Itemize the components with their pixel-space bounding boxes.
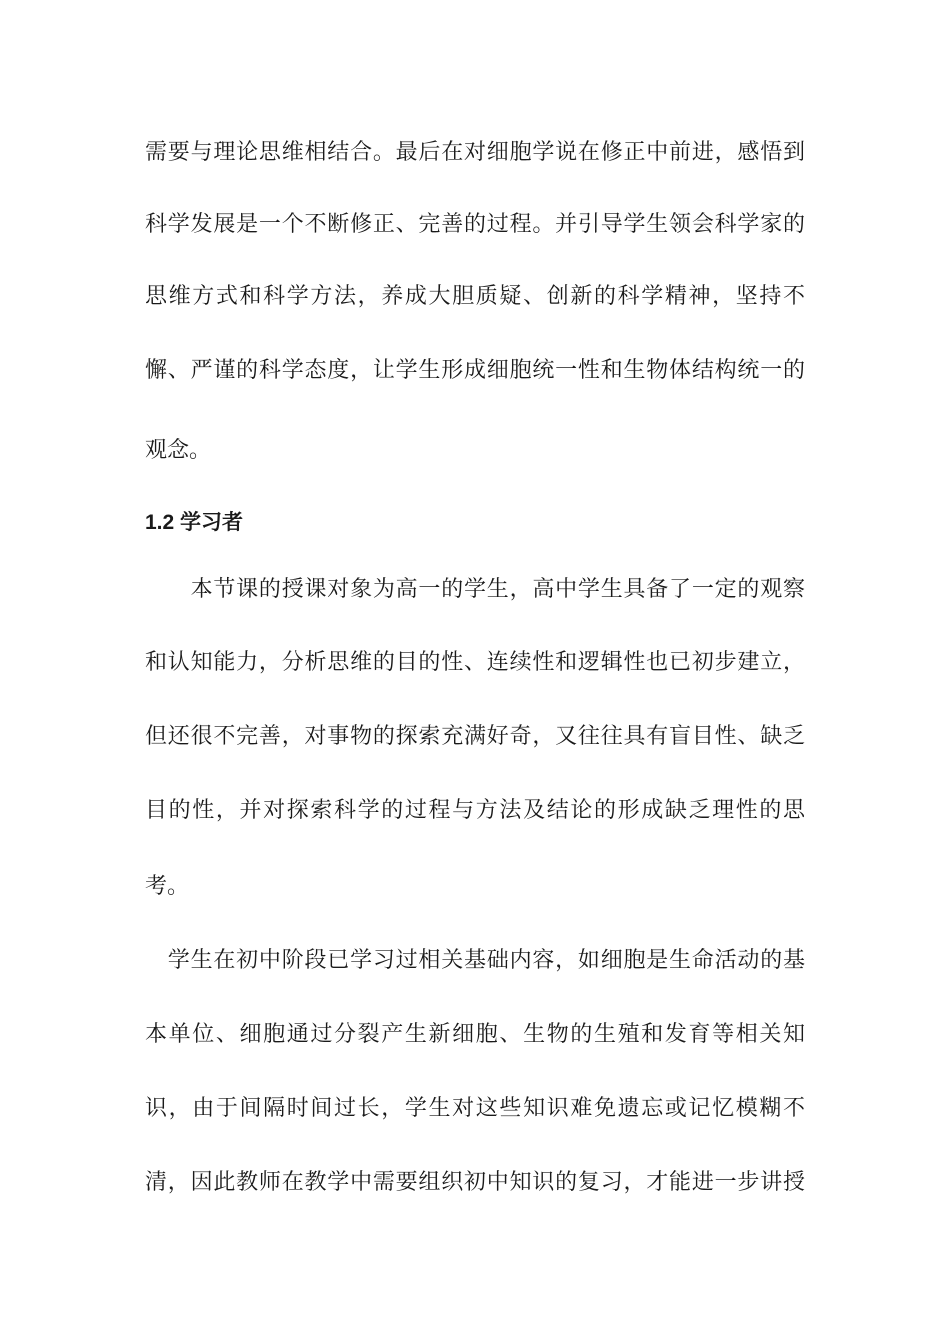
paragraph-line: 本节课的授课对象为高一的学生，高中学生具备了一定的观察 xyxy=(145,577,805,602)
paragraph-line: 思维方式和科学方法，养成大胆质疑、创新的科学精神，坚持不 xyxy=(145,284,805,309)
paragraph-line: 科学发展是一个不断修正、完善的过程。并引导学生领会科学家的 xyxy=(145,212,805,237)
paragraph-line: 识，由于间隔时间过长，学生对这些知识难免遗忘或记忆模糊不 xyxy=(145,1096,805,1121)
paragraph-line: 和认知能力，分析思维的目的性、连续性和逻辑性也已初步建立， xyxy=(145,650,805,675)
paragraph-line: 但还很不完善，对事物的探索充满好奇，又往往具有盲目性、缺乏 xyxy=(145,724,805,749)
paragraph-line: 观念。 xyxy=(145,438,212,463)
paragraph-line: 学生在初中阶段已学习过相关基础内容，如细胞是生命活动的基 xyxy=(145,948,805,973)
paragraph-line: 目的性，并对探索科学的过程与方法及结论的形成缺乏理性的思 xyxy=(145,798,805,823)
paragraph-line: 本单位、细胞通过分裂产生新细胞、生物的生殖和发育等相关知 xyxy=(145,1022,805,1047)
paragraph-line: 需要与理论思维相结合。最后在对细胞学说在修正中前进，感悟到 xyxy=(145,140,805,165)
paragraph-line: 清，因此教师在教学中需要组织初中知识的复习，才能进一步讲授 xyxy=(145,1170,805,1195)
paragraph-line: 考。 xyxy=(145,874,190,899)
section-heading: 1.2 学习者 xyxy=(145,511,244,534)
paragraph-line: 懈、严谨的科学态度，让学生形成细胞统一性和生物体结构统一的 xyxy=(145,358,805,383)
